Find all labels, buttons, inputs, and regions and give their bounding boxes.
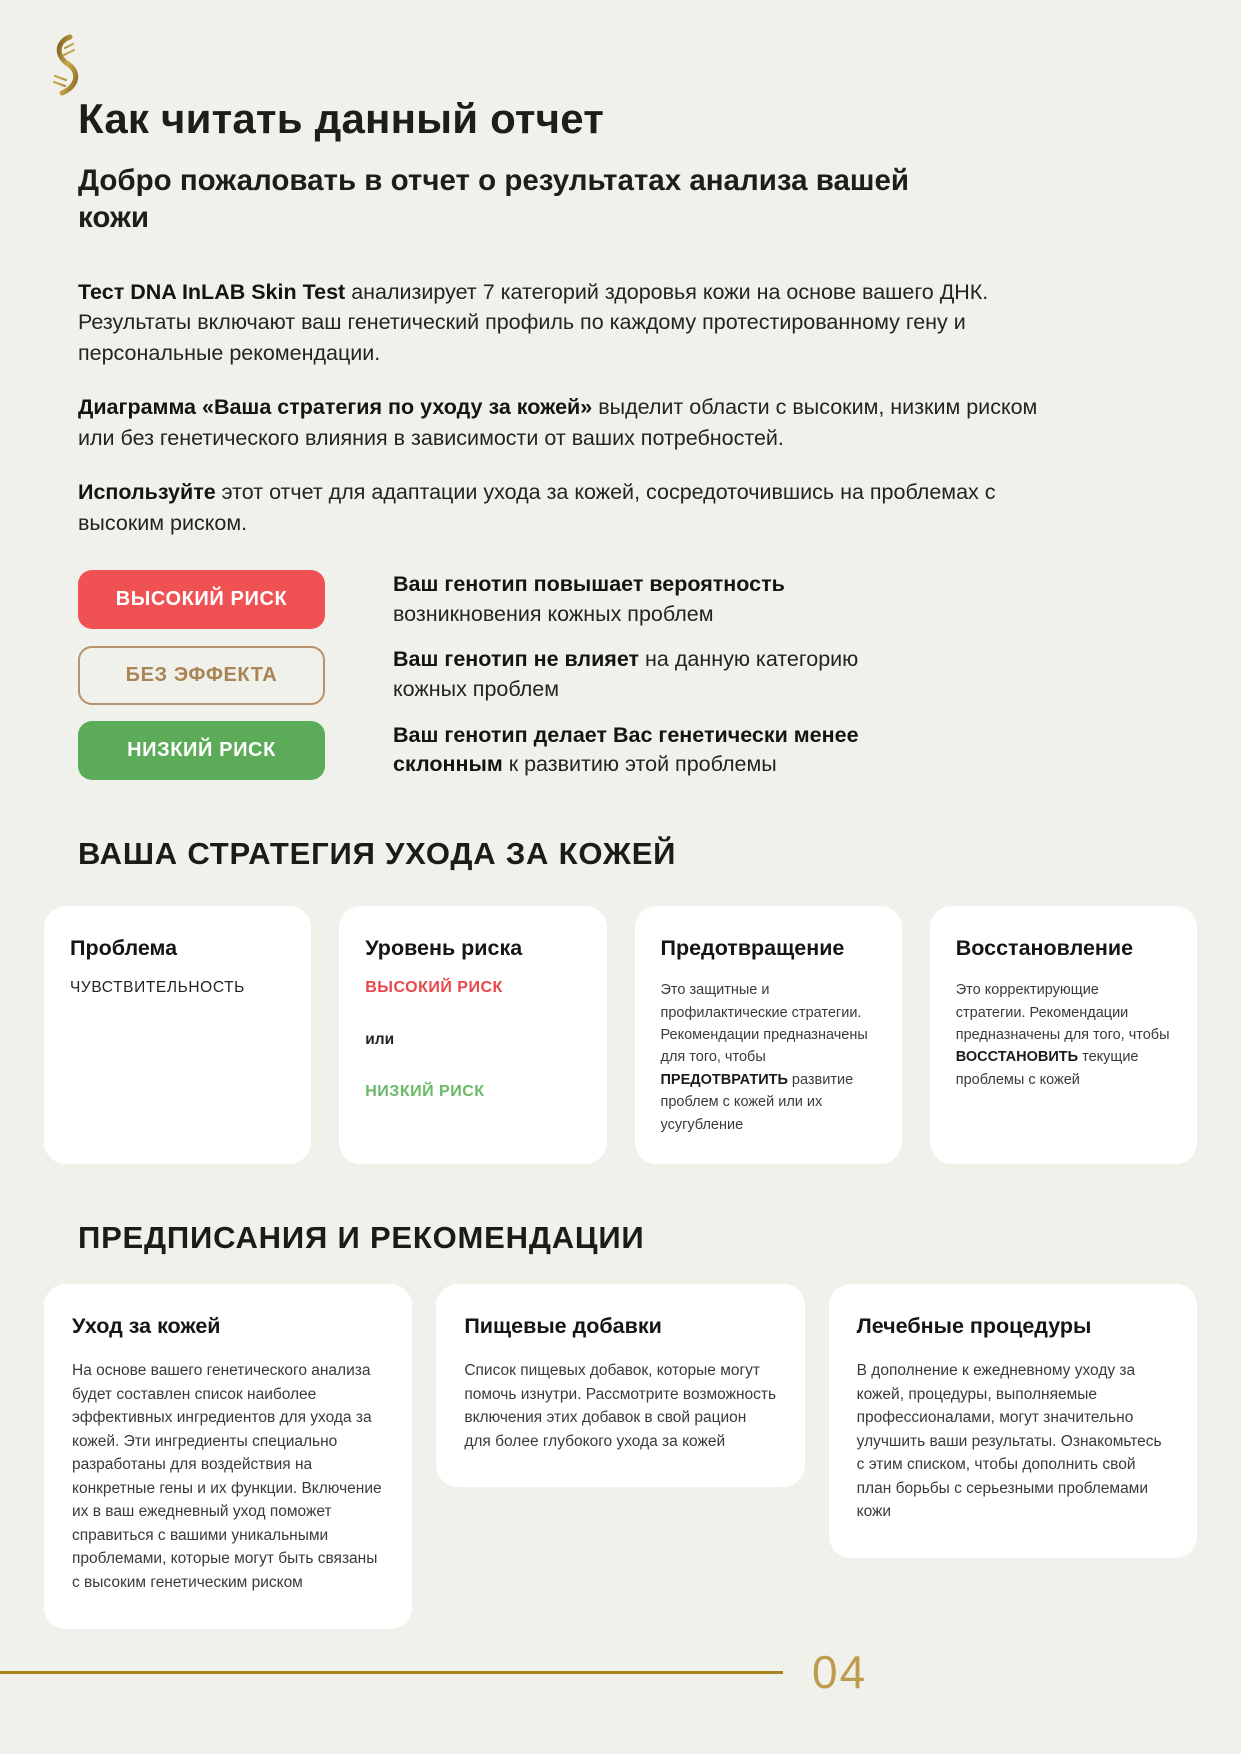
legend-row-high-risk	[78, 570, 1163, 629]
intro-paragraph-text: выделит области с высоким, низким риском или без генетического влияния в зависимости от ваших потребностей.	[78, 395, 1038, 450]
no-effect-description	[393, 645, 898, 704]
risk-level-low-text: НИЗКИЙ РИСК	[365, 1083, 485, 1101]
intro-paragraph	[78, 277, 1063, 369]
prescription-card-treatments	[829, 1284, 1197, 1558]
card-heading: Пищевые добавки	[464, 1314, 662, 1339]
restoration-body-text: текущие проблемы с кожей	[955, 1049, 1139, 1088]
intro-paragraph-text: этот отчет для адаптации ухода за кожей, сосредоточившись на проблемах с высоким риском.	[78, 480, 996, 535]
skincare-body: На основе вашего генетического анализа будет составлен список наиболее эффективных ингредиентов для ухода за кожей. Эти ингредиенты специально разработаны для воздействия на конкретные гены и их функции. Включение их в ваш ежедневный уход поможет справиться с вашими уникальными проблемами, которые могут быть связаны с высоким генетическим риском	[72, 1362, 382, 1591]
high-risk-badge: ВЫСОКИЙ РИСК	[78, 570, 325, 629]
strategy-card-prevention	[635, 906, 902, 1164]
card-heading: Проблема	[70, 936, 178, 961]
card-heading: Восстановление	[955, 936, 1134, 961]
intro-paragraph-lead: Используйте	[78, 480, 216, 505]
intro-paragraph-text: анализирует 7 категорий здоровья кожи на основе вашего ДНК. Результаты включают ваш генетический профиль по каждому протестированному гену и персональные рекомендации.	[78, 279, 989, 365]
intro-paragraph	[78, 392, 1063, 453]
high-risk-description-lead: Ваш генотип повышает вероятность	[393, 572, 785, 597]
low-risk-description	[393, 721, 898, 780]
restoration-body-text: Это корректирующие стратегии. Рекомендации предназначены для того, чтобы	[955, 982, 1170, 1043]
page-number: 04	[812, 1646, 868, 1698]
strategy-card-problem	[44, 906, 311, 1164]
strategy-card-restoration	[930, 906, 1197, 1164]
restoration-body	[956, 979, 1171, 1091]
intro-paragraph-lead: Тест DNA InLAB Skin Test	[78, 279, 346, 304]
legend-row-no-effect	[78, 645, 1163, 704]
card-heading: Уровень риска	[365, 936, 523, 961]
problem-value: ЧУВСТВИТЕЛЬНОСТЬ	[70, 979, 245, 997]
low-risk-description-lead: Ваш генотип делает Вас генетически менее склонным	[393, 722, 859, 777]
risk-level-or-text: или	[365, 1031, 395, 1049]
prevention-body-emphasis: ПРЕДОТВРАТИТЬ	[660, 1071, 788, 1088]
restoration-body-emphasis: ВОССТАНОВИТЬ	[955, 1049, 1079, 1066]
prescription-card-skincare	[44, 1284, 412, 1628]
dna-helix-logo-icon	[46, 34, 86, 96]
card-heading: Лечебные процедуры	[856, 1314, 1092, 1339]
high-risk-description-text: возникновения кожных проблем	[393, 601, 714, 626]
page-title: Как читать данный отчет	[78, 95, 605, 142]
legend-row-low-risk	[78, 721, 1163, 780]
prevention-body-text: Это защитные и профилактические стратегии. Рекомендации предназначены для того, чтобы	[660, 982, 868, 1066]
treatments-body: В дополнение к ежедневному уходу за кожей, процедуры, выполняемые профессионалами, могут значительно улучшить ваши результаты. Ознакомьтесь с этим списком, чтобы дополнить свой план борьбы с серьезными проблемами кожи	[856, 1362, 1162, 1521]
prevention-body	[661, 979, 876, 1136]
low-risk-badge: НИЗКИЙ РИСК	[78, 721, 325, 780]
page-subtitle: Добро пожаловать в отчет о результатах анализа вашей кожи	[78, 164, 909, 235]
no-effect-description-text: на данную категорию кожных проблем	[393, 647, 859, 702]
strategy-card-risk-level	[339, 906, 606, 1164]
card-heading: Предотвращение	[660, 936, 845, 961]
section-title-prescriptions: ПРЕДПИСАНИЯ И РЕКОМЕНДАЦИИ	[78, 1220, 645, 1256]
footer-divider-line	[0, 1671, 783, 1674]
card-heading: Уход за кожей	[72, 1314, 221, 1339]
low-risk-description-text: к развитию этой проблемы	[502, 752, 777, 777]
intro-paragraph-lead: Диаграмма «Ваша стратегия по уходу за кожей»	[78, 395, 593, 420]
prevention-body-text: развитие проблем с кожей или их усугубление	[660, 1071, 854, 1133]
strategy-cards-row	[44, 906, 1197, 1164]
intro-section	[78, 277, 1163, 539]
no-effect-badge: БЕЗ ЭФФЕКТА	[78, 646, 325, 705]
prescription-cards-row	[44, 1284, 1197, 1628]
section-title-strategy: ВАША СТРАТЕГИЯ УХОДА ЗА КОЖЕЙ	[78, 836, 677, 872]
risk-legend	[78, 570, 1163, 780]
risk-level-high-text: ВЫСОКИЙ РИСК	[365, 979, 503, 997]
no-effect-description-lead: Ваш генотип не влияет	[393, 647, 640, 672]
high-risk-description	[393, 570, 898, 629]
prescription-card-supplements	[436, 1284, 804, 1487]
intro-paragraph	[78, 477, 1063, 538]
supplements-body: Список пищевых добавок, которые могут помочь изнутри. Рассмотрите возможность включения этих добавок в свой рацион для более глубокого ухода за кожей	[464, 1362, 777, 1450]
